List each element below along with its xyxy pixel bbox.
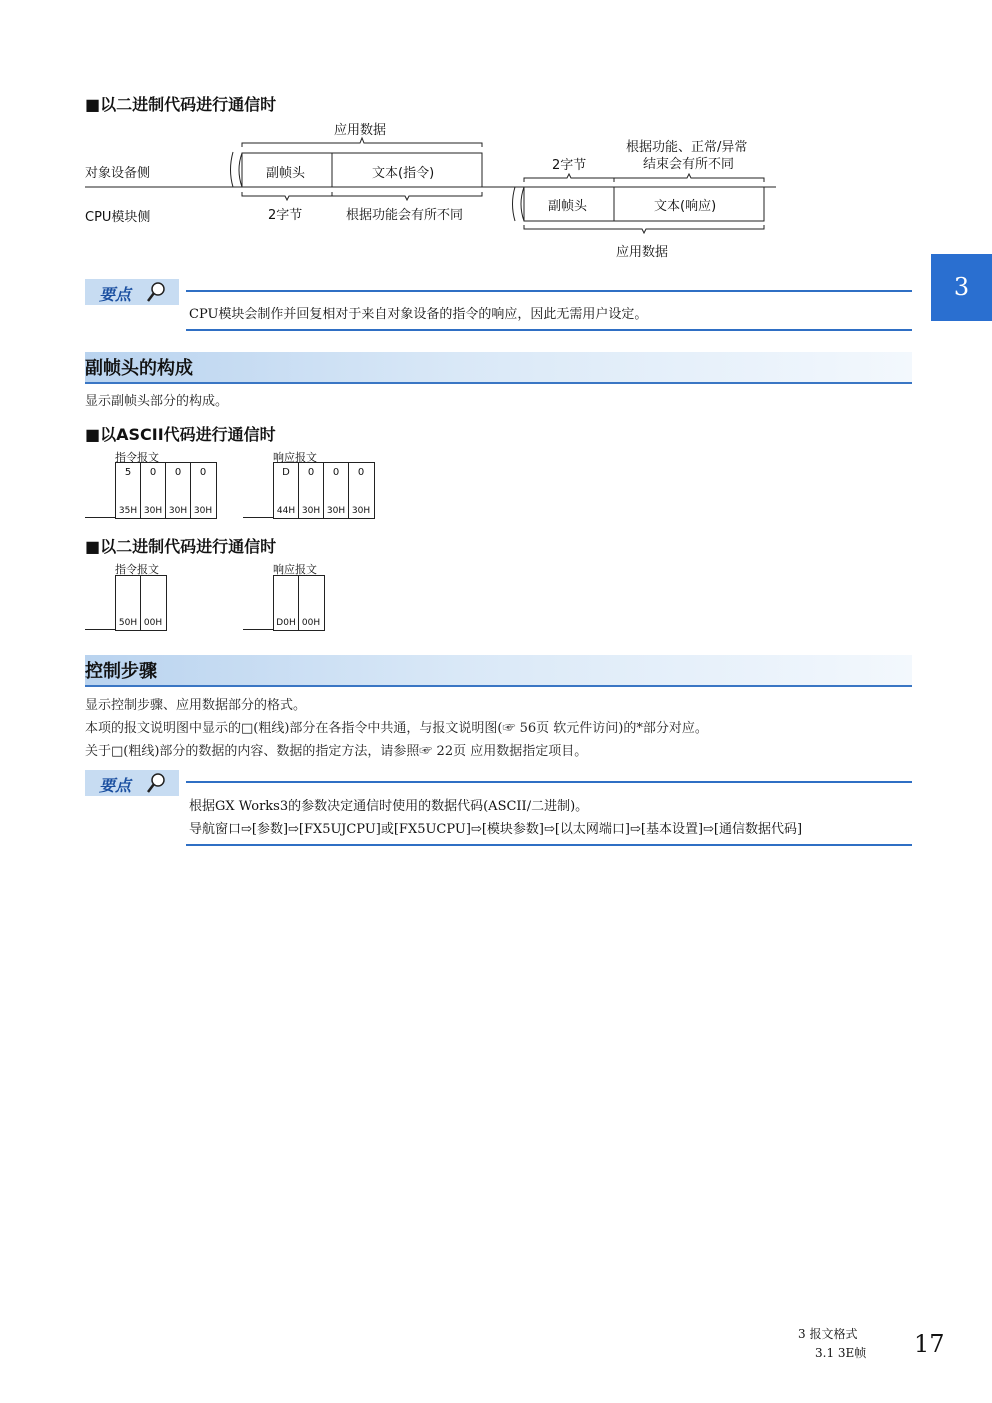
cell-hex: 44H [276,506,296,516]
cell-hex: D0H [276,618,296,628]
cell-char: 0 [199,467,207,478]
binary-command-frame [115,575,167,631]
bytes-label-right: 2字节 [552,158,587,173]
point-label: 要点 [99,285,132,304]
frame-cell [191,463,215,518]
subheader-description: 显示副帧头部分的构成。 [85,394,229,409]
cell-char: 5 [124,467,132,478]
device-side-label: 对象设备侧 [85,166,151,181]
varies-label-right-1: 根据功能、正常/异常 [626,140,748,155]
frame-cell [141,576,165,630]
section-title: 控制步骤 [85,661,157,682]
cell-char: 0 [307,467,315,478]
section-control-bar [85,655,912,687]
point-badge [85,279,179,305]
section-title: 副帧头的构成 [85,358,193,379]
ascii-command-baseline [85,517,115,518]
cell-char: 0 [357,467,365,478]
cell-hex: 30H [193,506,213,516]
point-text-2: 导航窗口⇨[参数]⇨[FX5UJCPU]或[FX5UCPU]⇨[模块参数]⇨[以太网端口]⇨[基本设置]⇨[通信数据代码] [189,822,803,837]
cell-hex: 50H [118,618,138,628]
ascii-response-frame [273,462,375,519]
cell-hex: 30H [301,506,321,516]
binary-response-label: 响应报文 [273,563,317,576]
binary-heading-top: ■以二进制代码进行通信时 [85,95,277,114]
page-number: 17 [914,1330,945,1358]
point-text: CPU模块会制作并回复相对于来自对象设备的指令的响应，因此无需用户设定。 [189,307,648,322]
subheader-response-cell: 副帧头 [548,199,588,214]
chapter-tab[interactable]: 3 [931,254,992,321]
frame-cell [324,463,349,518]
control-line-3[interactable]: 关于□(粗线)部分的数据的内容、数据的指定方法，请参照☞ 22页 应用数据指定项目。 [85,744,588,759]
cell-char: 0 [174,467,182,478]
frame-cell [141,463,166,518]
ascii-command-label: 指令报文 [115,451,159,464]
binary-command-label: 指令报文 [115,563,159,576]
cell-hex: 30H [351,506,371,516]
ascii-response-baseline [243,517,273,518]
ascii-heading: ■以ASCII代码进行通信时 [85,425,276,444]
ascii-response-label: 响应报文 [273,451,317,464]
point-bottom-rule [186,329,912,331]
cell-hex: 00H [143,618,163,628]
frame-cell [274,576,299,630]
binary-command-baseline [85,629,115,630]
frame-cell [274,463,299,518]
frame-cell [116,576,141,630]
cell-hex: 00H [301,618,321,628]
bytes-label-left: 2字节 [268,208,303,223]
text-response-cell: 文本(响应) [654,199,717,214]
cell-char: 0 [149,467,157,478]
cell-hex: 30H [326,506,346,516]
point-text-1: 根据GX Works3的参数决定通信时使用的数据代码(ASCII/二进制)。 [189,799,589,814]
varies-label-right-2: 结束会有所不同 [643,157,735,172]
binary-response-baseline [243,629,273,630]
section-subheader-bar [85,352,912,384]
magnifier-icon [145,281,167,307]
binary-communication-diagram [0,0,992,270]
ascii-command-frame [115,462,217,519]
frame-cell [299,576,323,630]
frame-cell [166,463,191,518]
cpu-side-label: CPU模块侧 [85,210,151,225]
control-line-1: 显示控制步骤、应用数据部分的格式。 [85,698,307,713]
binary-heading: ■以二进制代码进行通信时 [85,537,277,556]
text-command-cell: 文本(指令) [372,166,435,181]
magnifier-icon [145,772,167,798]
point-top-rule [186,290,912,292]
frame-cell [116,463,141,518]
cell-char: 0 [332,467,340,478]
footer-section: 3.1 3E帧 [815,1346,867,1360]
binary-response-frame [273,575,325,631]
footer-chapter: 3 报文格式 [798,1327,858,1341]
frame-cell [349,463,373,518]
point-top-rule [186,781,912,783]
point-label: 要点 [99,776,132,795]
varies-label-left: 根据功能会有所不同 [346,208,464,223]
control-line-2[interactable]: 本项的报文说明图中显示的□(粗线)部分在各指令中共通，与报文说明图(☞ 56页 软元件访问)的*部分对应。 [85,721,708,736]
subheader-cell: 副帧头 [266,166,306,181]
app-data-label-bottom: 应用数据 [616,245,669,260]
cell-hex: 35H [118,506,138,516]
frame-cell [299,463,324,518]
cell-hex: 30H [143,506,163,516]
point-bottom-rule [186,844,912,846]
app-data-label-top: 应用数据 [334,123,387,138]
cell-char: D [282,467,290,478]
point-badge [85,770,179,796]
cell-hex: 30H [168,506,188,516]
